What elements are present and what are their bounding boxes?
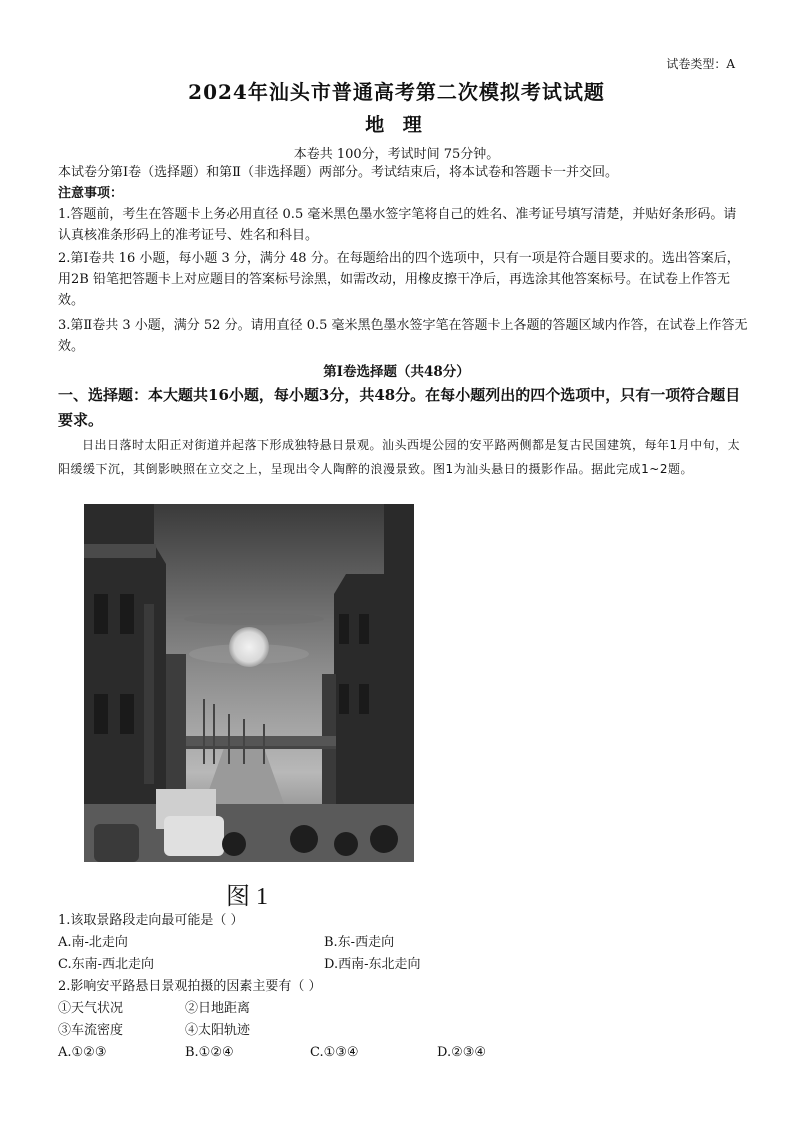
sunset-street-photo (84, 504, 414, 862)
figure-caption: 图 1 (226, 884, 268, 910)
q2-factor-3: ③车流密度 (58, 1023, 124, 1038)
q1-option-c: C.东南-西北走向 (58, 957, 155, 972)
question-2-stem: 2.影响安平路悬日景观拍摄的因素主要有（ ） (58, 979, 322, 994)
section-title: 第Ⅰ卷选择题（共48分） (323, 364, 470, 380)
q2-factor-4: ④太阳轨迹 (185, 1023, 251, 1038)
q1-option-d: D.西南-东北走向 (324, 957, 421, 972)
q2-option-a: A.①②③ (58, 1045, 107, 1060)
notice-title: 注意事项： (58, 186, 124, 201)
q2-option-c: C.①③④ (310, 1045, 359, 1060)
q2-factor-2: ②日地距离 (185, 1001, 251, 1016)
subject-title: 地 理 (365, 114, 428, 136)
q1-option-a: A.南-北走向 (58, 935, 128, 950)
question-passage: 日出日落时太阳正对街道并起落下形成独特悬日景观。汕头西堤公园的安平路两侧都是复古民国建筑，每年1月中旬，太阳缓缓下沉，其倒影映照在立交之上，呈现出令人陶醉的浪漫景致。图1为汕头悬日的摄影作品。据此完成1~2题。 (58, 438, 741, 476)
q2-option-d: D.②③④ (437, 1045, 487, 1060)
paper-type-label: 试卷类型：A (666, 57, 735, 71)
q1-option-b: B.东-西走向 (324, 935, 395, 950)
intro-line: 本试卷分第Ⅰ卷（选择题）和第Ⅱ（非选择题）两部分。考试结束后，将本试卷和答题卡一并交回。 (58, 165, 618, 180)
exam-title: 2024年汕头市普通高考第二次模拟考试试题 (188, 80, 605, 104)
question-1-stem: 1.该取景路段走向最可能是（ ） (58, 913, 244, 928)
notice-3: 3.第Ⅱ卷共 3 小题，满分 52 分。请用直径 0.5 毫米黑色墨水签字笔在答题卡上各题的答题区域内作答，在试卷上作答无效。 (58, 318, 748, 354)
exam-info: 本卷共 100分，考试时间 75分钟。 (293, 147, 500, 162)
notice-2: 2.第Ⅰ卷共 16 小题，每小题 3 分，满分 48 分。在每题给出的四个选项中，只有一项是符合题目要求的。选出答案后，用2B 铅笔把答题卡上对应题目的答案标号涂黑，如需改动，用橡皮擦干净后，再选涂其他答案标号。在试卷上作答无效。 (58, 251, 740, 308)
q2-option-b: B.①②④ (185, 1045, 234, 1060)
section-instruction: 一、选择题：本大题共16小题，每小题3分，共48分。在每小题列出的四个选项中，只有一项符合题目要求。 (58, 386, 741, 429)
q2-factor-1: ①天气状况 (58, 1001, 124, 1016)
notice-1: 1.答题前，考生在答题卡上务必用直径 0.5 毫米黑色墨水签字笔将自己的姓名、准考证号填写清楚，并贴好条形码。请认真核准条形码上的准考证号、姓名和科目。 (58, 207, 737, 243)
